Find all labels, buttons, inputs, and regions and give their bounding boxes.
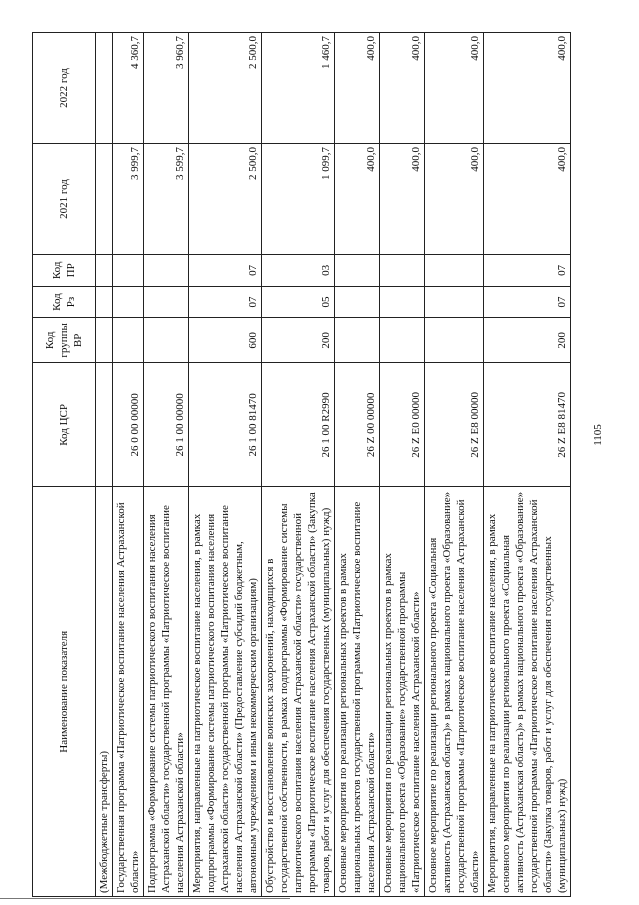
header-csr: Код ЦСР: [33, 363, 96, 487]
cell-rz: 05: [262, 286, 335, 318]
cell-name: Мероприятия, направленные на патриотическое воспитание населения, в рамках подпрограммы «Формирование системы патриотического воспитания населения Астраханской области» государственной программы «Патриотическое воспитание населения Астраханской области» (Предоставление субсидий бюджетным, автономным учреждениям и иным некоммерческим организациям): [189, 487, 262, 897]
cell-csr: 26 0 00 00000: [113, 363, 144, 487]
cell-pr: [380, 254, 425, 286]
cell-rz: [113, 286, 144, 318]
cell-name: (Межбюджетные трансферты): [96, 487, 113, 897]
header-pr: Код ПР: [33, 254, 96, 286]
header-2021: 2021 год: [33, 144, 96, 255]
cell-rz: [144, 286, 189, 318]
header-name: Наименование показателя: [33, 487, 96, 897]
cell-csr: 26 1 00 R2990: [262, 363, 335, 487]
table-row: [380, 33, 425, 897]
cell-2021: 3 599,7: [144, 144, 189, 255]
cell-2021: 400,0: [425, 144, 484, 255]
cell-pr: [144, 254, 189, 286]
cell-pr: [335, 254, 380, 286]
cell-csr: 26 1 00 81470: [189, 363, 262, 487]
cell-pr: 03: [262, 254, 335, 286]
cell-rz: 07: [189, 286, 262, 318]
cell-vr: [144, 318, 189, 363]
cell-2022: 400,0: [484, 33, 571, 144]
cell-csr: 26 Z E0 00000: [380, 363, 425, 487]
table-row: [144, 33, 189, 897]
cell-2022: 2 500,0: [189, 33, 262, 144]
cell-vr: [335, 318, 380, 363]
cell-pr: [96, 254, 113, 286]
table-row: [425, 33, 484, 897]
cell-csr: 26 Z E8 81470: [484, 363, 571, 487]
cell-rz: 07: [484, 286, 571, 318]
table-row: [189, 33, 262, 897]
table-row: [335, 33, 380, 897]
cell-csr: 26 Z E8 00000: [425, 363, 484, 487]
cell-name: Основные мероприятия по реализации региональных проектов в рамках национальных проектов государственной программы «Патриотическое воспитание населения Астраханской области»: [335, 487, 380, 897]
cell-name: Основное мероприятие по реализации регионального проекта «Социальная активность (Астраханская область)» в рамках национального проекта «Образование» государственной программы «Патриотическое воспитание населения Астраханской области»: [425, 487, 484, 897]
page-number: 1105: [592, 424, 604, 446]
cell-name: Мероприятия, направленные на патриотическое воспитание населения, в рамках основного мероприятия по реализации регионального проекта «Социальная активность (Астраханская область)» в рамках национального проекта «Образование» государственной программы «Патриотическое воспитание населения Астраханской области» (Закупка товаров, работ и услуг для обеспечения государственных (муниципальных) нужд): [484, 487, 571, 897]
cell-name: Государственная программа «Патриотическое воспитание населения Астраханской области»: [113, 487, 144, 897]
cell-vr: 200: [484, 318, 571, 363]
cell-rz: [425, 286, 484, 318]
cell-csr: 26 1 00 00000: [144, 363, 189, 487]
cell-2021: 400,0: [484, 144, 571, 255]
cell-pr: [113, 254, 144, 286]
cell-2022: [96, 33, 113, 144]
cell-pr: 07: [189, 254, 262, 286]
cell-2021: 400,0: [335, 144, 380, 255]
table-row: [262, 33, 335, 897]
cell-2021: 400,0: [380, 144, 425, 255]
cell-2022: 400,0: [380, 33, 425, 144]
scan-edge-line: [0, 898, 290, 899]
table-row: [96, 33, 113, 897]
cell-name: Подпрограмма «Формирование системы патриотического воспитания населения Астраханской области» государственной программы «Патриотическое воспитание населения Астраханской области»: [144, 487, 189, 897]
cell-vr: 600: [189, 318, 262, 363]
cell-vr: [425, 318, 484, 363]
cell-csr: [96, 363, 113, 487]
header-vr: Код группы ВР: [33, 318, 96, 363]
cell-csr: 26 Z 00 00000: [335, 363, 380, 487]
table-row: [113, 33, 144, 897]
cell-2021: 3 999,7: [113, 144, 144, 255]
cell-2021: 1 099,7: [262, 144, 335, 255]
cell-rz: [380, 286, 425, 318]
cell-2022: 4 360,7: [113, 33, 144, 144]
cell-vr: 200: [262, 318, 335, 363]
cell-name: Обустройство и восстановление воинских захоронений, находящихся в государственной собственности, в рамках подпрограммы «Формирование системы патриотического воспитания населения Астраханской области» государственной программы «Патриотическое воспитание населения Астраханской области» (Закупка товаров, работ и услуг для обеспечения государственных (муниципальных) нужд): [262, 487, 335, 897]
cell-2022: 3 960,7: [144, 33, 189, 144]
cell-pr: 07: [484, 254, 571, 286]
cell-rz: [96, 286, 113, 318]
cell-vr: [380, 318, 425, 363]
cell-2022: 400,0: [335, 33, 380, 144]
cell-2021: 2 500,0: [189, 144, 262, 255]
cell-2022: 400,0: [425, 33, 484, 144]
cell-vr: [96, 318, 113, 363]
cell-name: Основные мероприятия по реализации региональных проектов в рамках национального проекта «Образование» государственной программы «Патриотическое воспитание населения Астраханской области»: [380, 487, 425, 897]
cell-pr: [425, 254, 484, 286]
budget-table: [32, 32, 571, 897]
cell-2021: [96, 144, 113, 255]
header-2022: 2022 год: [33, 33, 96, 144]
cell-2022: 1 460,7: [262, 33, 335, 144]
table-row: [484, 33, 571, 897]
table-header-row: [33, 33, 96, 897]
cell-vr: [113, 318, 144, 363]
cell-rz: [335, 286, 380, 318]
header-rz: Код Рз: [33, 286, 96, 318]
